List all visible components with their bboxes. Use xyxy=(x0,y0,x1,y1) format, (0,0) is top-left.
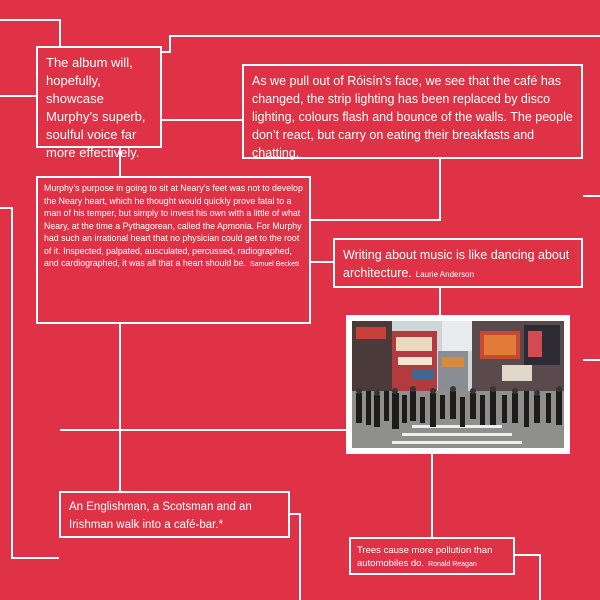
street-photo-frame xyxy=(346,315,570,454)
quote-album-box xyxy=(36,46,162,160)
quote-album-text: The album will, hopefully, showcase Murphy’s superb, soulful voice far more effectively. xyxy=(46,55,146,160)
quote-cafe-text: As we pull out of Róisín’s face, we see that the café has changed, the strip lighting has been replaced by disco lighting, colours flash and bounce of the walls. The people don’t react, but carry on eating their breakfasts and chatting. xyxy=(252,74,573,160)
quote-joke-text: An Englishman, a Scotsman and an Irishman walk into a café-bar.* xyxy=(69,501,252,531)
quote-trees-author: Ronald Reagan xyxy=(428,561,477,568)
quote-beckett-author: Samuel Beckett xyxy=(249,261,300,268)
quote-joke-box xyxy=(59,491,290,538)
street-crossing-photo xyxy=(352,321,564,448)
quote-music-text: Writing about music is like dancing about architecture. xyxy=(343,248,570,280)
quote-trees-box xyxy=(349,537,515,575)
quote-beckett-box xyxy=(36,176,311,324)
quote-trees-text: Trees cause more pollution than automobiles do. xyxy=(357,545,493,569)
quote-beckett-text: Murphy’s purpose in going to sit at Neary’s feet was not to develop the Neary heart, which he thought would quickly prove fatal to a man of his temper, but simply to invest his own with a little of what Neary, at the time a Pythagorean, called the Apmonia. For Murphy had such an irrational heart that no physician could get to the root of it. Inspected, palpated, ausculated, percussed, radiographed, and cardiographed, it was all that a heart should be. xyxy=(44,183,303,268)
quote-music-box xyxy=(333,238,583,288)
quote-cafe-box xyxy=(242,64,583,159)
quote-music-author: Laurie Anderson xyxy=(415,270,475,279)
